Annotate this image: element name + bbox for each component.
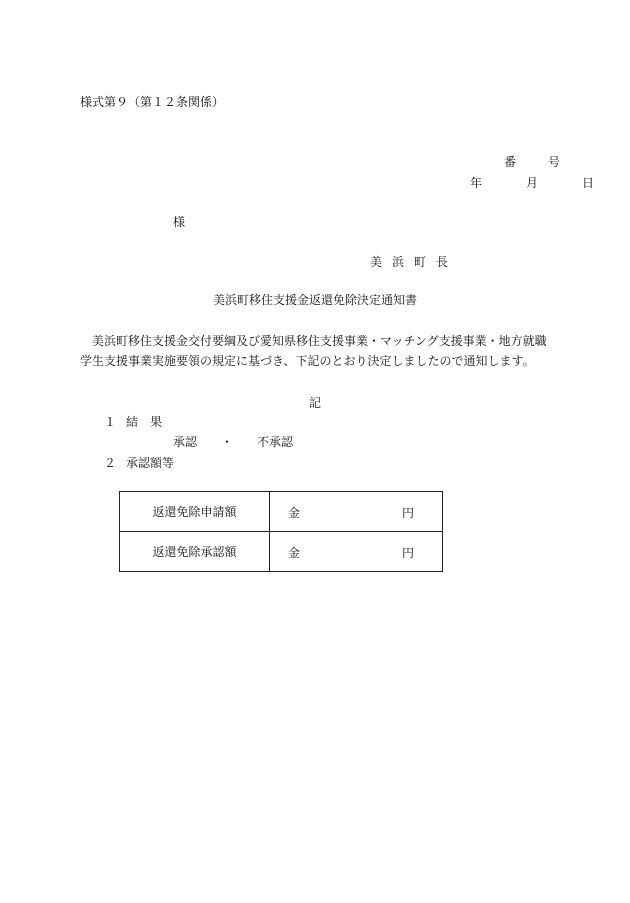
date-label: 年 月 日 bbox=[470, 176, 611, 190]
row-label: 返還免除承認額 bbox=[120, 532, 270, 572]
item-number: １ bbox=[104, 415, 117, 429]
item-result bbox=[104, 414, 162, 430]
item-number: ２ bbox=[104, 456, 117, 470]
kin-label: 金 bbox=[288, 506, 301, 520]
document-number-label: 番 号 bbox=[504, 155, 571, 169]
item-approved-amount bbox=[104, 455, 174, 471]
yen-label: 円 bbox=[401, 546, 414, 560]
reject-option: 不承認 bbox=[257, 435, 294, 449]
item-label: 結 果 bbox=[126, 415, 163, 429]
yen-label: 円 bbox=[401, 506, 414, 520]
kin-label: 金 bbox=[288, 546, 301, 560]
issuer-name: 美浜町長 bbox=[370, 255, 459, 269]
approve-option: 承認 bbox=[173, 435, 198, 449]
table-row bbox=[120, 492, 443, 532]
form-number-label: 様式第９（第１２条関係） bbox=[80, 95, 225, 109]
option-separator: ・ bbox=[221, 435, 234, 449]
amount-cell bbox=[270, 492, 443, 532]
amount-cell bbox=[270, 532, 443, 572]
ki-heading: 記 bbox=[308, 396, 321, 410]
item-label: 承認額等 bbox=[126, 456, 175, 470]
row-label: 返還免除申請額 bbox=[120, 492, 270, 532]
addressee-suffix: 様 bbox=[173, 215, 186, 229]
body-paragraph: 美浜町移住支援金交付要綱及び愛知県移住支援事業・マッチング支援事業・地方就職学生支援事業実施要領の規定に基づき、下記のとおり決定しましたので通知します。 bbox=[80, 334, 547, 368]
document-title: 美浜町移住支援金返還免除決定通知書 bbox=[212, 293, 417, 307]
result-options bbox=[173, 434, 293, 450]
amount-table bbox=[119, 491, 443, 572]
table-row bbox=[120, 532, 443, 572]
